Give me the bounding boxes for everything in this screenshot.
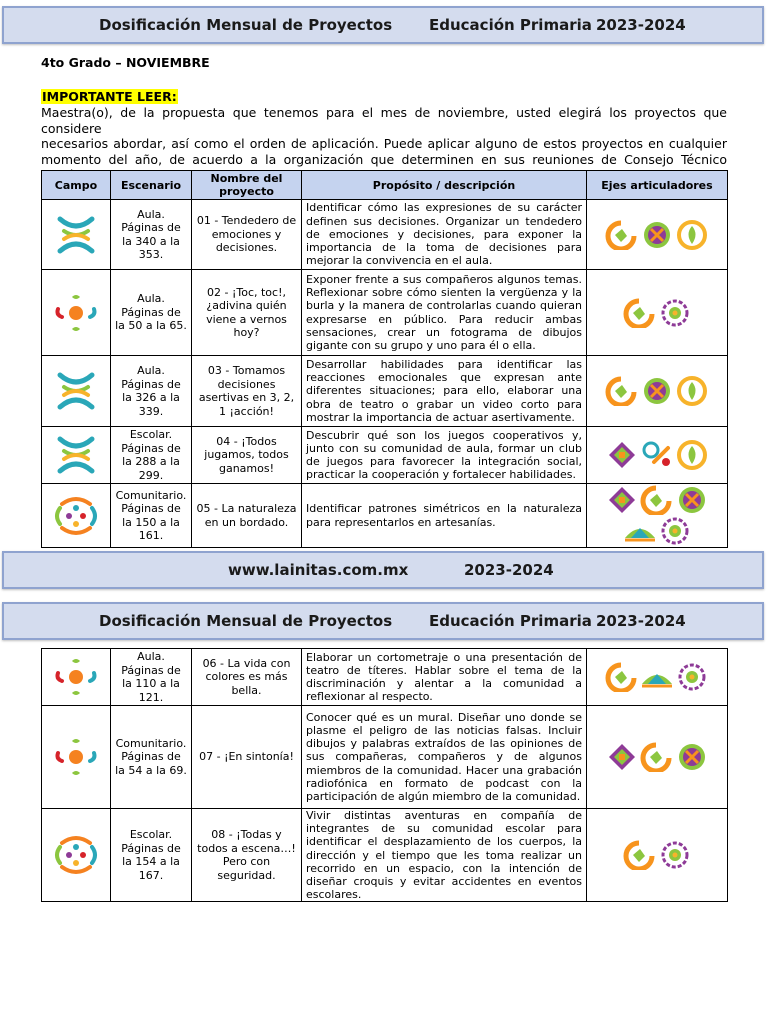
vida-saludable-icon <box>675 220 709 250</box>
nombre-cell: 02 - ¡Toc, toc!, ¿adivina quién viene a vernos hoy? <box>192 270 302 356</box>
footer-banner <box>2 551 764 589</box>
artes-icon <box>658 298 692 328</box>
intro-line-2: necesarios abordar, así como el orden de aplicación. Puede aplicar alguno de estos proyectos en cualquier <box>41 136 727 151</box>
header-level: Educación Primaria <box>429 16 592 34</box>
header-banner <box>2 6 764 44</box>
ejes-cell <box>587 706 728 809</box>
campo-cell <box>42 809 111 902</box>
igualdad-icon <box>675 742 709 772</box>
ejes-cell <box>587 484 728 548</box>
campo-flower-icon <box>46 291 106 335</box>
grade-title: 4to Grado – NOVIEMBRE <box>41 55 210 70</box>
vida-saludable-icon <box>675 440 709 470</box>
igualdad-icon <box>640 220 674 250</box>
ejes-cell <box>587 649 728 706</box>
campo-x-icon <box>46 435 106 475</box>
nombre-cell: 05 - La naturaleza en un bordado. <box>192 484 302 548</box>
important-label: IMPORTANTE LEER: <box>42 89 177 104</box>
nombre-cell: 03 - Tomamos decisiones asertivas en 3, 2, 1 ¡acción! <box>192 356 302 427</box>
header-escenario: Escenario <box>111 171 192 200</box>
escenario-cell: Escolar. Páginas de la 288 a la 299. <box>111 427 192 484</box>
descripcion-cell: Exponer frente a sus compañeros algunos temas. Reflexionar sobre cómo sienten la vergüenza y la burla y la manera de controlarlas cuando quieran expresarse en público. Para reducir ambas sensaciones, crear un fotograma de dibujos gigante con su grupo y uno para él o ella. <box>302 270 587 356</box>
table-row <box>42 484 728 548</box>
header-year-2: 2023-2024 <box>596 612 686 630</box>
ejes-cell <box>587 356 728 427</box>
header-title-2: Dosificación Mensual de Proyectos <box>99 612 393 630</box>
header-nombre: Nombre del proyecto <box>192 171 302 200</box>
escenario-cell: Escolar. Páginas de la 154 a la 167. <box>111 809 192 902</box>
escenario-cell: Aula. Páginas de la 110 a la 121. <box>111 649 192 706</box>
table-row <box>42 706 728 809</box>
campo-cell <box>42 706 111 809</box>
escenario-cell: Comunitario. Páginas de la 54 a la 69. <box>111 706 192 809</box>
header-title: Dosificación Mensual de Proyectos <box>99 16 393 34</box>
nombre-cell: 06 - La vida con colores es más bella. <box>192 649 302 706</box>
inclusion-icon <box>623 298 657 328</box>
table-row <box>42 809 728 902</box>
table-header-row <box>42 171 728 200</box>
campo-cell <box>42 427 111 484</box>
artes-icon <box>658 840 692 870</box>
campo-x-icon <box>46 215 106 255</box>
interculturalidad-icon <box>605 742 639 772</box>
header-banner-2 <box>2 602 764 640</box>
descripcion-cell: Elaborar un cortometraje o una presentación de teatro de títeres. Hablar sobre el tema de la discriminación y alentar a la comunidad a reflexionar al respecto. <box>302 649 587 706</box>
igualdad-icon <box>640 376 674 406</box>
campo-people-icon <box>46 494 106 538</box>
lectura-icon <box>623 516 657 546</box>
table-row <box>42 649 728 706</box>
vida-saludable-icon <box>675 376 709 406</box>
ejes-cell <box>587 809 728 902</box>
escenario-cell: Comunitario. Páginas de la 150 a la 161. <box>111 484 192 548</box>
inclusion-icon <box>623 840 657 870</box>
escenario-cell: Aula. Páginas de la 326 a la 339. <box>111 356 192 427</box>
interculturalidad-icon <box>605 485 639 515</box>
escenario-cell: Aula. Páginas de la 340 a la 353. <box>111 200 192 270</box>
header-campo: Campo <box>42 171 111 200</box>
projects-table-2 <box>41 648 728 902</box>
nombre-cell: 04 - ¡Todos jugamos, todos ganamos! <box>192 427 302 484</box>
intro-line-3: momento del año, de acuerdo a la organización que determinen en sus reuniones de Consejo Técnico <box>41 151 727 167</box>
ejes-cell <box>587 200 728 270</box>
pensamiento-critico-icon <box>640 440 674 470</box>
table-row <box>42 200 728 270</box>
descripcion-cell: Descubrir qué son los juegos cooperativos y, junto con su comunidad de aula, formar un club de juegos para favorecer la integración social, practicar la cooperación y fortalecer habilidades. <box>302 427 587 484</box>
footer-site: www.lainitas.com.mx <box>228 561 409 579</box>
table-row <box>42 270 728 356</box>
inclusion-icon <box>605 220 639 250</box>
inclusion-icon <box>605 376 639 406</box>
ejes-cell <box>587 427 728 484</box>
artes-icon <box>675 662 709 692</box>
descripcion-cell: Identificar patrones simétricos en la naturaleza para representarlos en artesanías. <box>302 484 587 548</box>
footer-year: 2023-2024 <box>464 561 554 579</box>
escenario-cell: Aula. Páginas de la 50 a la 65. <box>111 270 192 356</box>
ejes-cell <box>587 270 728 356</box>
campo-cell <box>42 356 111 427</box>
descripcion-cell: Desarrollar habilidades para identificar las reacciones emocionales que expresan ante diferentes situaciones; para ello, elaborar una obra de teatro o grabar un video corto para mostrar la importancia de actuar asertivamente. <box>302 356 587 427</box>
header-ejes: Ejes articuladores <box>587 171 728 200</box>
inclusion-icon <box>605 662 639 692</box>
nombre-cell: 08 - ¡Todas y todos a escena…! Pero con seguridad. <box>192 809 302 902</box>
header-year: 2023-2024 <box>596 16 686 34</box>
lectura-icon <box>640 662 674 692</box>
campo-flower-icon <box>46 655 106 699</box>
campo-people-icon <box>46 833 106 877</box>
descripcion-cell: Vivir distintas aventuras en compañía de integrantes de su comunidad escolar para identificar el desplazamiento de los cuerpos, la dirección y el tiempo que les toma realizar un recorrido en un espacio, con la intención de diseñar croquis y evitar accidentes en eventos escolares. <box>302 809 587 902</box>
descripcion-cell: Conocer qué es un mural. Diseñar uno donde se plasme el peligro de las noticias falsas. Incluir dibujos y palabras extraídos de las opiniones de sus compañeras, compañeros y de algunos miembros de la comunidad. Hacer una grabación radiofónica en formato de podcast con la participación de algún miembro de la comunidad. <box>302 706 587 809</box>
igualdad-icon <box>675 485 709 515</box>
inclusion-icon <box>640 485 674 515</box>
projects-table <box>41 170 728 548</box>
artes-icon <box>658 516 692 546</box>
table-row <box>42 356 728 427</box>
campo-x-icon <box>46 371 106 411</box>
interculturalidad-icon <box>605 440 639 470</box>
nombre-cell: 07 - ¡En sintonía! <box>192 706 302 809</box>
header-proposito: Propósito / descripción <box>302 171 587 200</box>
table-row <box>42 427 728 484</box>
campo-cell <box>42 649 111 706</box>
campo-cell <box>42 270 111 356</box>
header-level-2: Educación Primaria <box>429 612 592 630</box>
nombre-cell: 01 - Tendedero de emociones y decisiones. <box>192 200 302 270</box>
campo-cell <box>42 200 111 270</box>
campo-cell <box>42 484 111 548</box>
campo-flower-icon <box>46 735 106 779</box>
descripcion-cell: Identificar cómo las expresiones de su carácter definen sus decisiones. Organizar un tendedero de emociones y decisiones, para exponer la importancia de la toma de decisiones para mejorar la convivencia en el aula. <box>302 200 587 270</box>
inclusion-icon <box>640 742 674 772</box>
intro-line-1: Maestra(o), de la propuesta que tenemos para el mes de noviembre, usted elegirá los proyectos que considere <box>41 105 727 136</box>
